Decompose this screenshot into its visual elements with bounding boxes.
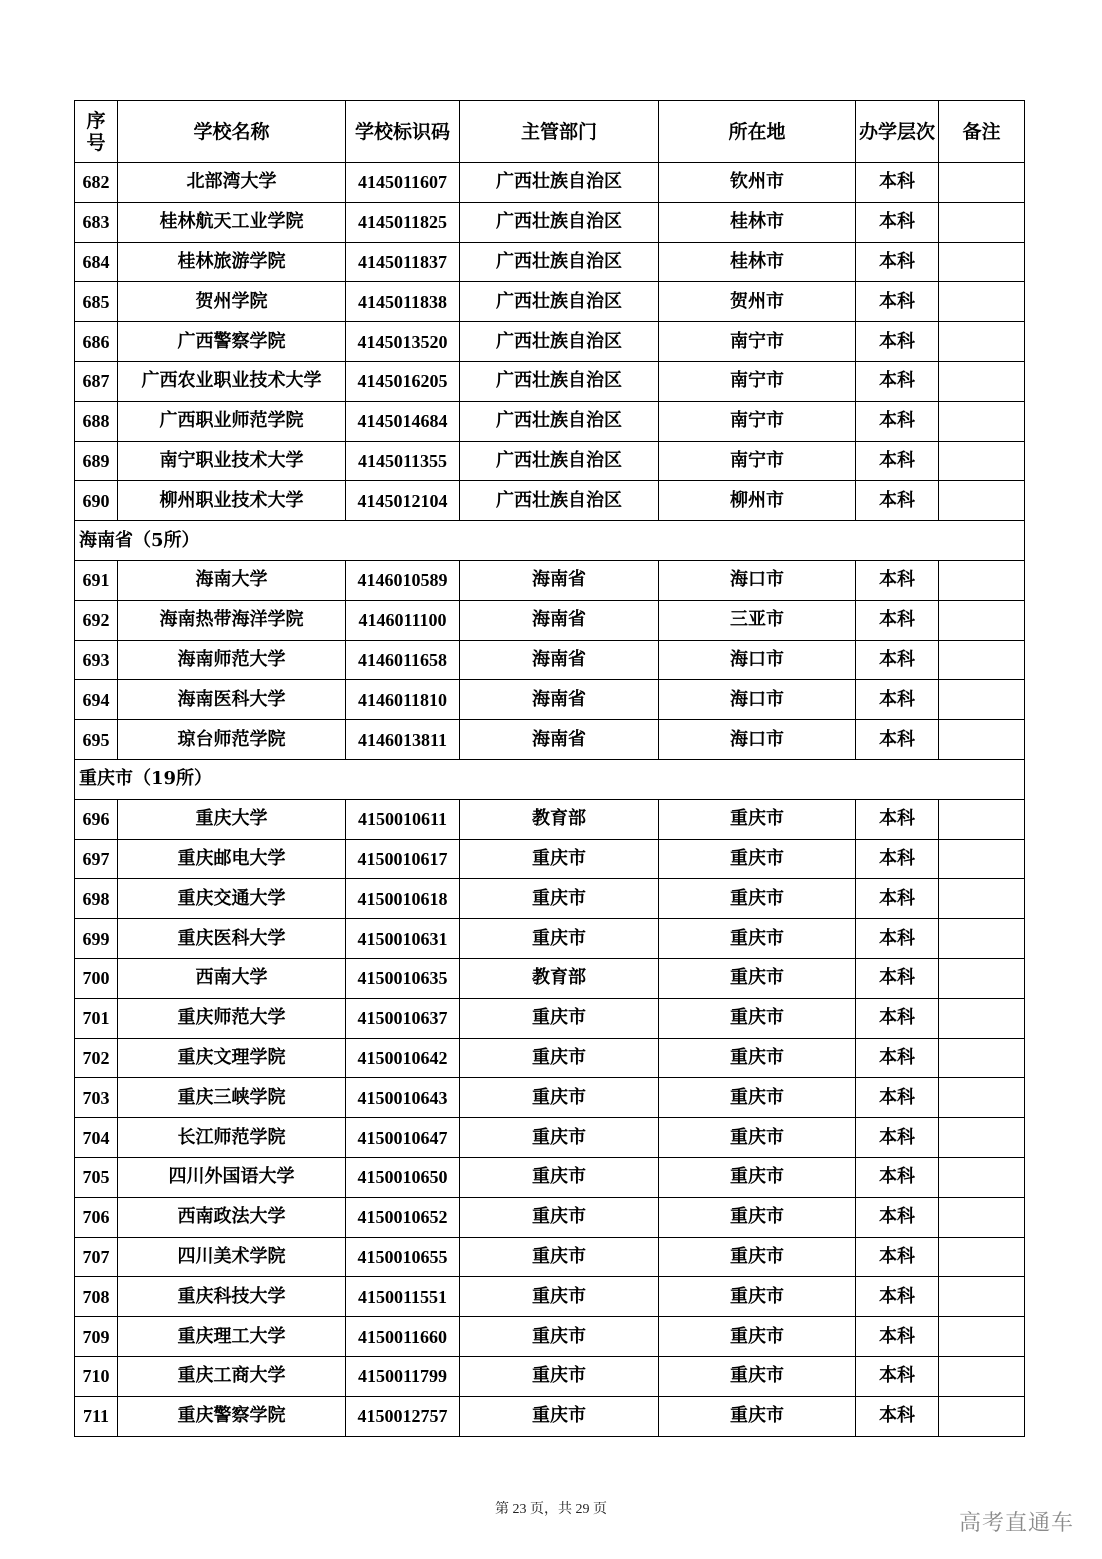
cell-note (939, 919, 1025, 959)
table-row (75, 720, 1025, 760)
cell-location: 海口市 (659, 720, 856, 760)
cell-level: 本科 (856, 600, 939, 640)
cell-level: 本科 (856, 998, 939, 1038)
table-row (75, 1277, 1025, 1317)
cell-level: 本科 (856, 401, 939, 441)
cell-location: 南宁市 (659, 361, 856, 401)
table-row (75, 1237, 1025, 1277)
cell-level: 本科 (856, 1356, 939, 1396)
table-row (75, 361, 1025, 401)
cell-location: 重庆市 (659, 919, 856, 959)
cell-level: 本科 (856, 1078, 939, 1118)
cell-name: 重庆科技大学 (118, 1277, 346, 1317)
cell-name: 海南医科大学 (118, 680, 346, 720)
cell-seq: 703 (75, 1078, 118, 1118)
cell-name: 重庆文理学院 (118, 1038, 346, 1078)
table-row (75, 919, 1025, 959)
header-dept: 主管部门 (460, 101, 659, 163)
cell-note (939, 1396, 1025, 1436)
cell-name: 广西警察学院 (118, 322, 346, 362)
section-title: 海南省（5所） (75, 521, 1025, 561)
cell-level: 本科 (856, 1277, 939, 1317)
cell-note (939, 322, 1025, 362)
cell-note (939, 441, 1025, 481)
cell-dept: 重庆市 (460, 1118, 659, 1158)
table-row (75, 1197, 1025, 1237)
cell-level: 本科 (856, 163, 939, 203)
cell-note (939, 242, 1025, 282)
cell-code: 4146010589 (346, 560, 460, 600)
table-row (75, 441, 1025, 481)
table-row (75, 839, 1025, 879)
cell-name: 重庆大学 (118, 799, 346, 839)
header-note: 备注 (939, 101, 1025, 163)
cell-level: 本科 (856, 640, 939, 680)
cell-location: 重庆市 (659, 1277, 856, 1317)
cell-dept: 海南省 (460, 640, 659, 680)
table-row (75, 640, 1025, 680)
table-row (75, 1118, 1025, 1158)
table-row (75, 680, 1025, 720)
cell-dept: 海南省 (460, 600, 659, 640)
cell-name: 重庆师范大学 (118, 998, 346, 1038)
cell-code: 4150010637 (346, 998, 460, 1038)
cell-note (939, 401, 1025, 441)
cell-seq: 695 (75, 720, 118, 760)
cell-level: 本科 (856, 202, 939, 242)
cell-location: 重庆市 (659, 1038, 856, 1078)
cell-location: 重庆市 (659, 799, 856, 839)
cell-code: 4150010611 (346, 799, 460, 839)
cell-seq: 702 (75, 1038, 118, 1078)
table-body (75, 163, 1025, 1437)
cell-dept: 教育部 (460, 799, 659, 839)
cell-level: 本科 (856, 322, 939, 362)
cell-seq: 708 (75, 1277, 118, 1317)
cell-note (939, 1277, 1025, 1317)
cell-code: 4146011658 (346, 640, 460, 680)
cell-dept: 重庆市 (460, 879, 659, 919)
school-list-table (74, 100, 1025, 1437)
cell-code: 4150010635 (346, 958, 460, 998)
cell-note (939, 958, 1025, 998)
cell-name: 贺州学院 (118, 282, 346, 322)
cell-level: 本科 (856, 560, 939, 600)
cell-seq: 687 (75, 361, 118, 401)
header-level: 办学层次 (856, 101, 939, 163)
table-header (75, 101, 1025, 163)
cell-name: 海南大学 (118, 560, 346, 600)
table-row (75, 560, 1025, 600)
cell-level: 本科 (856, 680, 939, 720)
header-name: 学校名称 (118, 101, 346, 163)
cell-dept: 重庆市 (460, 1356, 659, 1396)
header-row (75, 101, 1025, 163)
cell-seq: 688 (75, 401, 118, 441)
cell-code: 4150010650 (346, 1157, 460, 1197)
cell-dept: 重庆市 (460, 1237, 659, 1277)
cell-seq: 691 (75, 560, 118, 600)
cell-note (939, 560, 1025, 600)
cell-note (939, 879, 1025, 919)
cell-name: 海南师范大学 (118, 640, 346, 680)
cell-code: 4145011607 (346, 163, 460, 203)
cell-seq: 693 (75, 640, 118, 680)
cell-seq: 711 (75, 1396, 118, 1436)
cell-name: 重庆理工大学 (118, 1317, 346, 1357)
cell-level: 本科 (856, 1118, 939, 1158)
cell-location: 南宁市 (659, 322, 856, 362)
table-row (75, 998, 1025, 1038)
cell-name: 四川美术学院 (118, 1237, 346, 1277)
cell-code: 4150011660 (346, 1317, 460, 1357)
section-title: 重庆市（19所） (75, 759, 1025, 799)
cell-note (939, 680, 1025, 720)
cell-seq: 696 (75, 799, 118, 839)
cell-code: 4145011838 (346, 282, 460, 322)
table-row (75, 1078, 1025, 1118)
cell-name: 海南热带海洋学院 (118, 600, 346, 640)
cell-code: 4150010642 (346, 1038, 460, 1078)
cell-dept: 广西壮族自治区 (460, 242, 659, 282)
cell-location: 海口市 (659, 560, 856, 600)
cell-code: 4145016205 (346, 361, 460, 401)
cell-dept: 重庆市 (460, 1157, 659, 1197)
cell-level: 本科 (856, 1197, 939, 1237)
cell-note (939, 481, 1025, 521)
cell-code: 4150012757 (346, 1396, 460, 1436)
cell-dept: 广西壮族自治区 (460, 163, 659, 203)
cell-location: 重庆市 (659, 1396, 856, 1436)
header-location: 所在地 (659, 101, 856, 163)
cell-location: 重庆市 (659, 1157, 856, 1197)
cell-name: 广西职业师范学院 (118, 401, 346, 441)
cell-seq: 698 (75, 879, 118, 919)
cell-name: 重庆医科大学 (118, 919, 346, 959)
cell-code: 4146011810 (346, 680, 460, 720)
cell-level: 本科 (856, 1157, 939, 1197)
cell-name: 广西农业职业技术大学 (118, 361, 346, 401)
table-row (75, 1038, 1025, 1078)
header-code: 学校标识码 (346, 101, 460, 163)
header-seq (75, 101, 118, 163)
cell-seq: 709 (75, 1317, 118, 1357)
cell-level: 本科 (856, 481, 939, 521)
cell-location: 重庆市 (659, 1118, 856, 1158)
cell-level: 本科 (856, 839, 939, 879)
cell-level: 本科 (856, 958, 939, 998)
header-seq-line1: 序 (86, 109, 106, 132)
cell-location: 三亚市 (659, 600, 856, 640)
cell-location: 重庆市 (659, 998, 856, 1038)
cell-name: 西南大学 (118, 958, 346, 998)
cell-location: 重庆市 (659, 879, 856, 919)
cell-code: 4150011551 (346, 1277, 460, 1317)
cell-dept: 广西壮族自治区 (460, 441, 659, 481)
cell-dept: 广西壮族自治区 (460, 322, 659, 362)
cell-name: 长江师范学院 (118, 1118, 346, 1158)
cell-name: 重庆三峡学院 (118, 1078, 346, 1118)
cell-dept: 重庆市 (460, 1317, 659, 1357)
page-number: 第 23 页，共 29 页 (495, 1502, 607, 1517)
cell-location: 重庆市 (659, 1356, 856, 1396)
cell-note (939, 163, 1025, 203)
cell-level: 本科 (856, 1038, 939, 1078)
cell-dept: 重庆市 (460, 1277, 659, 1317)
cell-seq: 701 (75, 998, 118, 1038)
cell-code: 4150010655 (346, 1237, 460, 1277)
table-row (75, 799, 1025, 839)
cell-location: 南宁市 (659, 401, 856, 441)
cell-location: 重庆市 (659, 839, 856, 879)
cell-seq: 697 (75, 839, 118, 879)
cell-dept: 重庆市 (460, 1396, 659, 1436)
section-row (75, 759, 1025, 799)
cell-name: 南宁职业技术大学 (118, 441, 346, 481)
cell-dept: 广西壮族自治区 (460, 202, 659, 242)
table-row (75, 958, 1025, 998)
cell-level: 本科 (856, 879, 939, 919)
cell-code: 4150010618 (346, 879, 460, 919)
cell-level: 本科 (856, 441, 939, 481)
cell-name: 重庆邮电大学 (118, 839, 346, 879)
cell-code: 4145014684 (346, 401, 460, 441)
cell-seq: 683 (75, 202, 118, 242)
cell-code: 4146011100 (346, 600, 460, 640)
table-row (75, 1157, 1025, 1197)
cell-dept: 重庆市 (460, 998, 659, 1038)
cell-note (939, 1157, 1025, 1197)
cell-name: 北部湾大学 (118, 163, 346, 203)
table-row (75, 600, 1025, 640)
cell-note (939, 998, 1025, 1038)
cell-code: 4150010643 (346, 1078, 460, 1118)
cell-seq: 685 (75, 282, 118, 322)
cell-level: 本科 (856, 799, 939, 839)
cell-location: 重庆市 (659, 958, 856, 998)
cell-note (939, 1197, 1025, 1237)
cell-dept: 广西壮族自治区 (460, 481, 659, 521)
cell-name: 琼台师范学院 (118, 720, 346, 760)
cell-dept: 教育部 (460, 958, 659, 998)
cell-dept: 海南省 (460, 720, 659, 760)
table-row (75, 481, 1025, 521)
cell-code: 4145011825 (346, 202, 460, 242)
cell-code: 4150010617 (346, 839, 460, 879)
cell-dept: 重庆市 (460, 919, 659, 959)
cell-dept: 广西壮族自治区 (460, 361, 659, 401)
table-row (75, 322, 1025, 362)
cell-name: 重庆工商大学 (118, 1356, 346, 1396)
cell-note (939, 1317, 1025, 1357)
cell-name: 桂林航天工业学院 (118, 202, 346, 242)
cell-note (939, 839, 1025, 879)
cell-location: 钦州市 (659, 163, 856, 203)
cell-location: 海口市 (659, 680, 856, 720)
cell-location: 重庆市 (659, 1078, 856, 1118)
cell-note (939, 799, 1025, 839)
cell-seq: 705 (75, 1157, 118, 1197)
table-row (75, 282, 1025, 322)
cell-level: 本科 (856, 919, 939, 959)
section-row (75, 521, 1025, 561)
table-row (75, 242, 1025, 282)
cell-note (939, 202, 1025, 242)
cell-note (939, 1038, 1025, 1078)
cell-location: 海口市 (659, 640, 856, 680)
cell-seq: 690 (75, 481, 118, 521)
cell-code: 4150010631 (346, 919, 460, 959)
cell-seq: 700 (75, 958, 118, 998)
cell-note (939, 720, 1025, 760)
cell-level: 本科 (856, 1317, 939, 1357)
cell-location: 柳州市 (659, 481, 856, 521)
cell-dept: 重庆市 (460, 1038, 659, 1078)
cell-name: 西南政法大学 (118, 1197, 346, 1237)
cell-seq: 706 (75, 1197, 118, 1237)
cell-name: 柳州职业技术大学 (118, 481, 346, 521)
cell-level: 本科 (856, 1396, 939, 1436)
cell-location: 桂林市 (659, 202, 856, 242)
cell-note (939, 1118, 1025, 1158)
cell-location: 贺州市 (659, 282, 856, 322)
cell-dept: 重庆市 (460, 1078, 659, 1118)
cell-code: 4145011837 (346, 242, 460, 282)
cell-code: 4145012104 (346, 481, 460, 521)
cell-code: 4146013811 (346, 720, 460, 760)
table-row (75, 401, 1025, 441)
cell-note (939, 600, 1025, 640)
cell-seq: 704 (75, 1118, 118, 1158)
cell-name: 四川外国语大学 (118, 1157, 346, 1197)
cell-location: 桂林市 (659, 242, 856, 282)
cell-dept: 重庆市 (460, 839, 659, 879)
table-row (75, 1396, 1025, 1436)
cell-note (939, 640, 1025, 680)
cell-location: 重庆市 (659, 1197, 856, 1237)
cell-name: 重庆警察学院 (118, 1396, 346, 1436)
cell-dept: 广西壮族自治区 (460, 282, 659, 322)
table-row (75, 879, 1025, 919)
cell-seq: 710 (75, 1356, 118, 1396)
cell-seq: 686 (75, 322, 118, 362)
cell-level: 本科 (856, 1237, 939, 1277)
cell-seq: 707 (75, 1237, 118, 1277)
cell-seq: 682 (75, 163, 118, 203)
cell-dept: 海南省 (460, 680, 659, 720)
cell-note (939, 361, 1025, 401)
cell-code: 4145013520 (346, 322, 460, 362)
cell-seq: 684 (75, 242, 118, 282)
cell-note (939, 1356, 1025, 1396)
table-row (75, 1317, 1025, 1357)
table-row (75, 202, 1025, 242)
cell-seq: 689 (75, 441, 118, 481)
cell-code: 4150010652 (346, 1197, 460, 1237)
table-row (75, 163, 1025, 203)
cell-note (939, 282, 1025, 322)
cell-level: 本科 (856, 720, 939, 760)
cell-level: 本科 (856, 361, 939, 401)
cell-seq: 692 (75, 600, 118, 640)
cell-code: 4150011799 (346, 1356, 460, 1396)
header-seq-line2: 号 (86, 131, 106, 154)
cell-location: 南宁市 (659, 441, 856, 481)
watermark: 高考直通车 (958, 1511, 1074, 1536)
cell-code: 4145011355 (346, 441, 460, 481)
cell-name: 重庆交通大学 (118, 879, 346, 919)
cell-location: 重庆市 (659, 1237, 856, 1277)
table-row (75, 1356, 1025, 1396)
cell-location: 重庆市 (659, 1317, 856, 1357)
cell-level: 本科 (856, 282, 939, 322)
cell-dept: 重庆市 (460, 1197, 659, 1237)
cell-name: 桂林旅游学院 (118, 242, 346, 282)
cell-note (939, 1078, 1025, 1118)
cell-level: 本科 (856, 242, 939, 282)
cell-seq: 694 (75, 680, 118, 720)
cell-note (939, 1237, 1025, 1277)
cell-dept: 海南省 (460, 560, 659, 600)
cell-dept: 广西壮族自治区 (460, 401, 659, 441)
cell-seq: 699 (75, 919, 118, 959)
cell-code: 4150010647 (346, 1118, 460, 1158)
